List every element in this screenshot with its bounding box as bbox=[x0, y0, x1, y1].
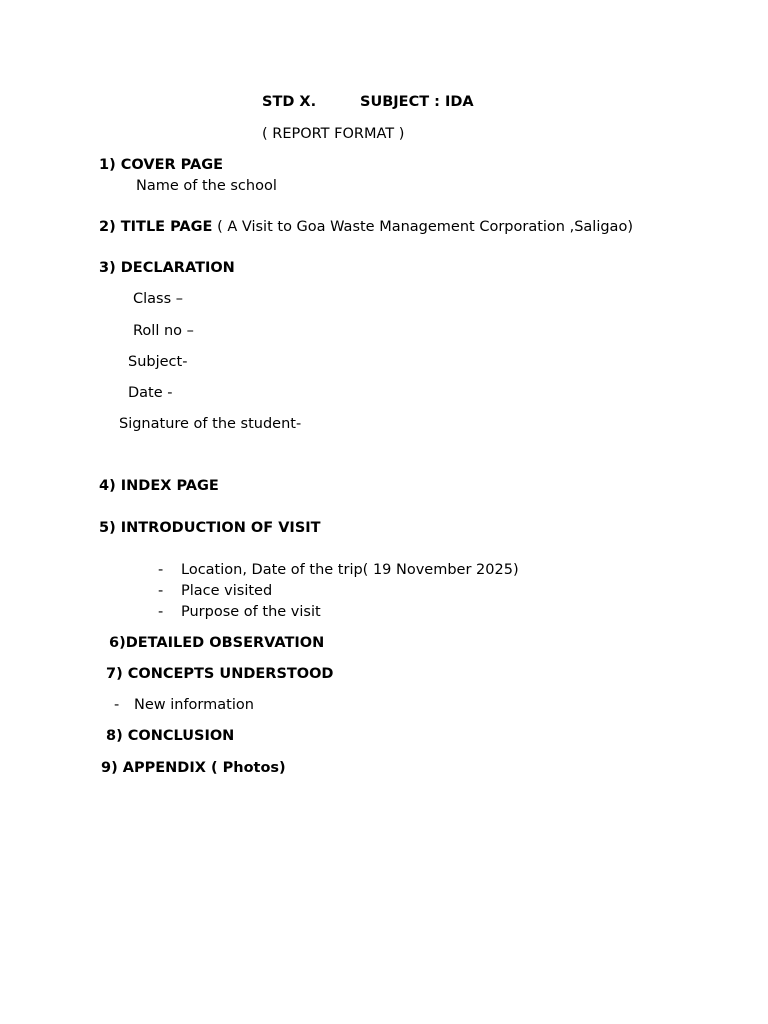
conclusion-heading: 8) CONCLUSION bbox=[106, 728, 235, 744]
bullet-dash: - bbox=[158, 583, 164, 599]
intro-bullet-location: Location, Date of the trip( 19 November 2025) bbox=[181, 562, 519, 578]
declaration-roll-no: Roll no – bbox=[133, 323, 194, 339]
list-item bbox=[114, 696, 254, 714]
title-page-detail: ( A Visit to Goa Waste Management Corporation ,Saligao) bbox=[212, 219, 633, 235]
bullet-dash: - bbox=[114, 697, 120, 713]
title-page-heading: 2) TITLE PAGE bbox=[99, 219, 213, 235]
list-item bbox=[158, 603, 321, 621]
declaration-date: Date - bbox=[128, 385, 173, 401]
index-page-heading: 4) INDEX PAGE bbox=[99, 478, 219, 494]
cover-page-line: Name of the school bbox=[136, 178, 277, 194]
declaration-heading: 3) DECLARATION bbox=[99, 260, 235, 276]
report-format-label: ( REPORT FORMAT ) bbox=[262, 126, 405, 142]
appendix-heading: 9) APPENDIX ( Photos) bbox=[101, 760, 286, 776]
declaration-class: Class – bbox=[133, 291, 184, 307]
declaration-subject: Subject- bbox=[128, 354, 188, 370]
list-item bbox=[158, 561, 519, 579]
std-label: STD X. bbox=[262, 94, 317, 110]
introduction-heading: 5) INTRODUCTION OF VISIT bbox=[99, 520, 321, 536]
intro-bullet-purpose: Purpose of the visit bbox=[181, 604, 321, 620]
concepts-heading: 7) CONCEPTS UNDERSTOOD bbox=[106, 666, 334, 682]
bullet-dash: - bbox=[158, 604, 164, 620]
title-page-row bbox=[99, 218, 633, 236]
declaration-signature: Signature of the student- bbox=[119, 416, 302, 432]
observation-heading: 6)DETAILED OBSERVATION bbox=[109, 635, 325, 651]
bullet-dash: - bbox=[158, 562, 164, 578]
concepts-bullet: New information bbox=[134, 697, 254, 713]
cover-page-heading: 1) COVER PAGE bbox=[99, 157, 224, 173]
subject-label: SUBJECT : IDA bbox=[360, 94, 474, 110]
list-item bbox=[158, 582, 272, 600]
intro-bullet-place: Place visited bbox=[181, 583, 273, 599]
